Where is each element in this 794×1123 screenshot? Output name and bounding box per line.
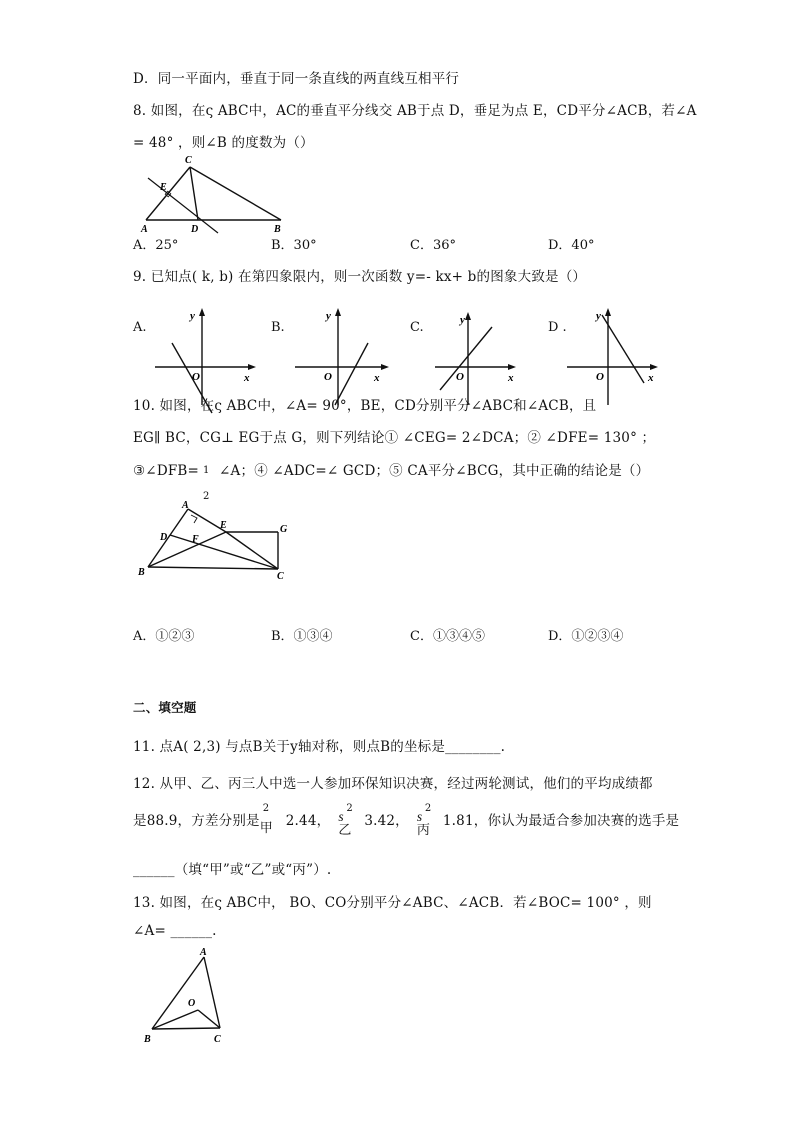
q10-label-d: D — [160, 532, 168, 543]
q10-label-f: F — [192, 534, 199, 545]
q13-stem-line1: 13. 如图，在ς ABC中， BO、CO分别平分∠ABC、∠ACB．若∠BOC= 100° ，则 — [133, 895, 652, 911]
q8-option-d: D．40° — [548, 238, 595, 253]
q13-figure — [140, 943, 240, 1048]
svg-text:O: O — [596, 371, 604, 383]
q10-option-a: A．①②③ — [133, 629, 195, 644]
q10-stem-line2: EG∥ BC，CG⊥ EG于点 G，则下列结论① ∠CEG= 2∠DCA；② ∠DFE= 130° ； — [133, 430, 656, 446]
q10-figure — [136, 497, 296, 582]
q10-stem-line3: ③∠DFB= 1 2 ∠A；④ ∠ADC=∠ GCD；⑤ CA平分∠BCG，其中正确的结论是（） — [133, 463, 650, 502]
q8-stem-line2: = 48° ，则∠B 的度数为（） — [133, 135, 314, 151]
svg-text:y: y — [596, 310, 601, 322]
q8-stem-line1: 8. 如图，在ς ABC中，AC的垂直平分线交 AB于点 D，垂足为点 E，CD平分∠ACB，若∠A — [133, 103, 697, 119]
q12-variance-s2: s 2 乙 — [338, 803, 353, 838]
svg-text:x: x — [508, 372, 514, 384]
q12-variance-s3: s 2 丙 — [416, 803, 432, 838]
q10-label-c: C — [277, 571, 284, 582]
q8-label-d: D — [191, 224, 199, 235]
q9-option-c-letter: C. — [410, 320, 424, 335]
q11-stem: 11. 点A( 2,3) 与点B关于y轴对称，则点B的坐标是________. — [133, 739, 506, 755]
q10-option-b: B．①③④ — [271, 629, 333, 644]
q10-line3-part-a: ③∠DFB= — [133, 463, 200, 479]
q13-label-c: C — [214, 1034, 221, 1045]
q10-label-a: A — [182, 500, 189, 511]
q7-option-d: D．同一平面内，垂直于同一条直线的两直线互相平行 — [133, 71, 460, 87]
q10-label-b: B — [138, 567, 145, 578]
q9-graph-c-line — [440, 327, 492, 390]
q13-label-o: O — [188, 998, 196, 1009]
q10-label-e: E — [220, 520, 227, 531]
svg-text:y: y — [326, 310, 331, 322]
q12-stem-line1: 12. 从甲、乙、丙三人中选一人参加环保知识决赛，经过两轮测试，他们的平均成绩都 — [133, 776, 653, 792]
q9-option-d-letter: D . — [548, 320, 567, 335]
svg-text:O: O — [192, 371, 200, 383]
q8-label-a: A — [141, 224, 148, 235]
q8-option-c: C．36° — [410, 238, 456, 253]
svg-text:y: y — [460, 314, 465, 326]
q8-side-bc — [190, 167, 281, 220]
q10-stem-line1: 10. 如图，在ς ABC中，∠A= 90°，BE，CD分别平分∠ABC和∠ACB，且 — [133, 398, 597, 414]
section-title-fill-in: 二、填空题 — [133, 700, 197, 715]
q8-figure — [138, 150, 288, 235]
q8-label-c: C — [185, 155, 192, 166]
q9-option-b-letter: B. — [271, 320, 285, 335]
q8-label-b: B — [274, 224, 281, 235]
q8-label-e: E — [160, 182, 167, 193]
q13-label-b: B — [144, 1034, 151, 1045]
svg-text:x: x — [374, 372, 380, 384]
svg-text:O: O — [456, 371, 464, 383]
q10-option-d: D．①②③④ — [548, 629, 624, 644]
q13-stem-line2: ∠A= ______. — [133, 923, 217, 939]
q10-line3-part-b: ∠A；④ ∠ADC=∠ GCD；⑤ CA平分∠BCG，其中正确的结论是（） — [219, 463, 650, 479]
q8-option-b: B．30° — [271, 238, 317, 253]
svg-text:x: x — [648, 372, 654, 384]
svg-text:O: O — [324, 371, 332, 383]
svg-text:x: x — [244, 372, 250, 384]
q13-label-a: A — [200, 947, 207, 958]
q10-label-g: G — [280, 524, 288, 535]
q9-stem: 9. 已知点( k, b) 在第四象限内，则一次函数 y=- kx+ b的图象大致是（） — [133, 269, 587, 285]
svg-text:y: y — [190, 310, 195, 322]
q8-option-a: A．25° — [133, 238, 179, 253]
q10-option-c: C．①③④⑤ — [410, 629, 485, 644]
q9-option-a-letter: A. — [133, 320, 147, 335]
q12-stem-line2: 是88.9，方差分别是 2 甲 2.44， s 2 乙 3.42， s 2 丙 1.81，你认为最适合参加决赛的选手是 — [133, 803, 680, 838]
q12-variance-s1: 2 甲 — [259, 803, 273, 836]
q12-stem-line3: ______（填“甲”或“乙”或“丙”）. — [133, 862, 332, 878]
